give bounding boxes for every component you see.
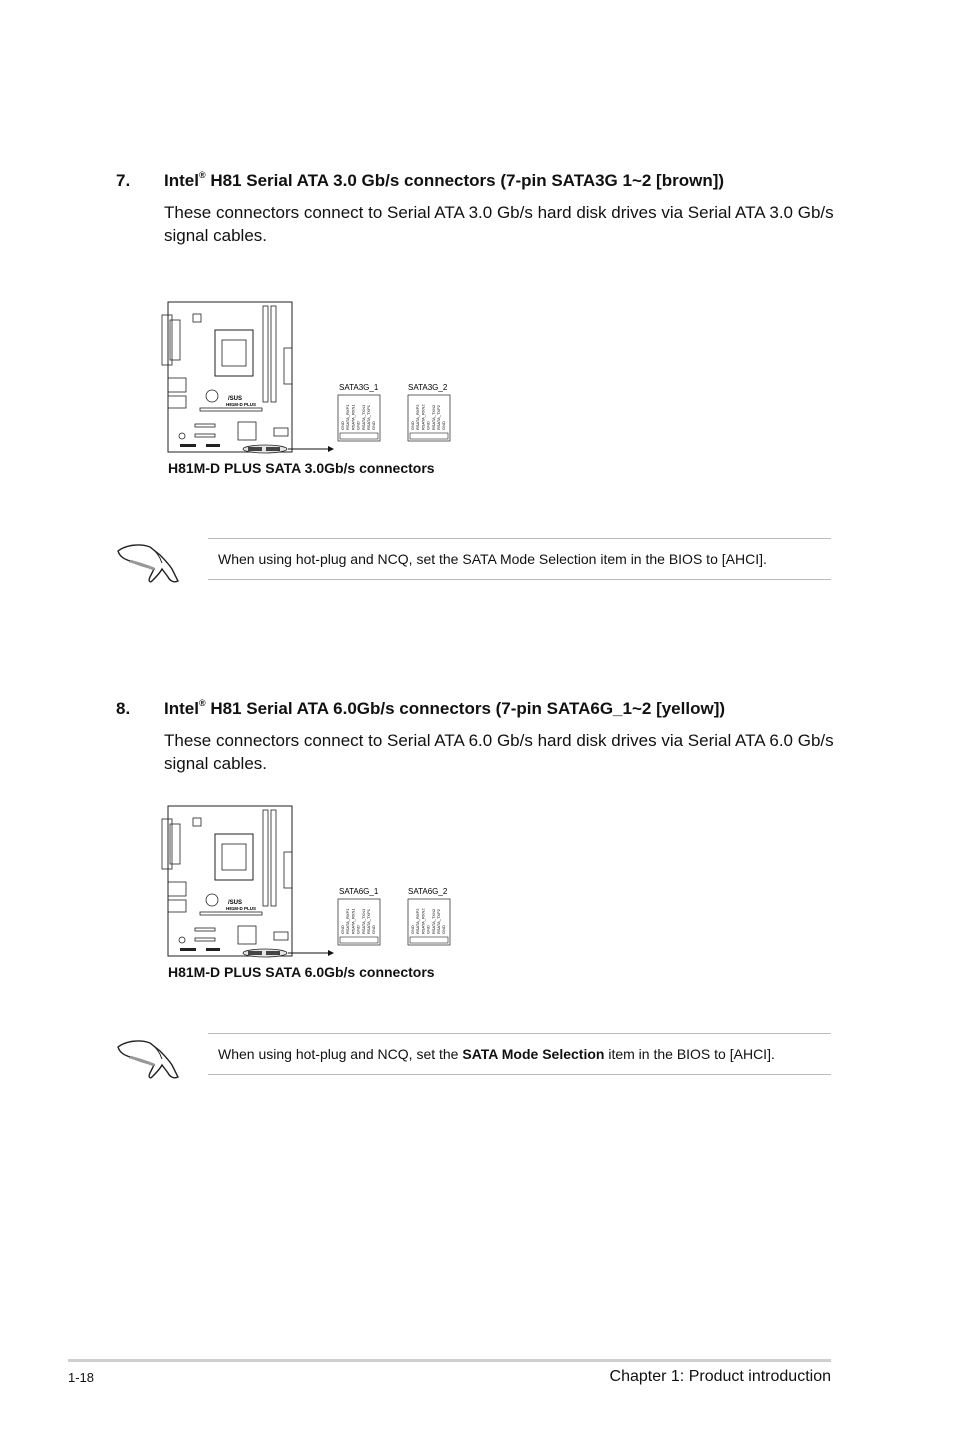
pin-label: GND [340,421,345,430]
page-number: 1-18 [68,1370,95,1385]
diagram-caption: H81M-D PLUS SATA 3.0Gb/s connectors [168,460,435,476]
io-port [170,824,180,864]
pin-label: GND [410,925,415,934]
pin-label: RSATA_RXP1 [345,908,351,934]
registered-mark: ® [198,170,206,180]
section-7-number: 7. [116,171,131,190]
pin-label: GND [371,421,377,430]
connector-2-pins [410,937,448,943]
header [274,932,288,940]
connector-2-label: SATA6G_2 [408,887,448,896]
pin-label: GND [355,421,361,430]
pin-label: RSATA_RXP2 [415,908,421,934]
note-text-2 [218,1046,775,1062]
board-label: H81M-D PLUS [226,402,257,407]
pin-label: RSATA_TXP1 [366,909,371,934]
pin-label: GND [425,925,431,934]
pin-label: RSATA_TXN2 [430,908,436,934]
pin-label: GND [355,925,361,934]
note-text-1: When using hot-plug and NCQ, set the SATA Mode Selection item in the BIOS to [AHCI]. [218,551,767,567]
chapter-title: Chapter 1: Product introduction [609,1368,831,1385]
chipset [238,926,256,944]
pcie-slot [195,928,215,931]
pin-label: RSATA_TXP2 [436,909,441,934]
pin-label: RSATA_RXN1 [350,908,356,934]
component [193,818,201,826]
registered-mark: ® [198,698,206,708]
title-prefix: Intel [164,171,199,190]
hand-note-icon [116,1033,180,1083]
pin-label: RSATA_TXP1 [366,405,371,430]
pin-label: RSATA_RXP2 [415,404,421,430]
cpu-socket-inner [222,844,246,870]
io-port [162,819,172,869]
pin-label: RSATA_TXN2 [430,404,436,430]
connector-1-label: SATA6G_1 [339,887,379,896]
pcie-slot [200,912,262,915]
header [206,948,220,951]
pcie-slot [195,938,215,941]
title-prefix: Intel [164,699,199,718]
connector-1-label: SATA3G_1 [339,383,379,392]
pin-label: GND [441,421,447,430]
dimm-slot [263,810,268,906]
component [179,937,185,943]
pin-label: GND [410,421,415,430]
atx-power [284,852,292,888]
pin-label: RSATA_TXN1 [360,404,366,430]
pin-label: GND [371,925,377,934]
board-label: H81M-D PLUS [226,906,257,911]
io-port [168,882,186,896]
footer-rule [68,1359,831,1362]
board-logo: /SUS [228,900,243,906]
header [180,948,196,951]
note-box-2 [208,1033,831,1075]
title-rest: H81 Serial ATA 3.0 Gb/s connectors (7-pin SATA3G 1~2 [brown]) [205,171,725,190]
sata-connector [266,951,280,955]
pin-label: GND [340,925,345,934]
title-rest: H81 Serial ATA 6.0Gb/s connectors (7-pin SATA6G_1~2 [yellow]) [205,699,726,718]
board-logo: /SUS [228,396,243,402]
pin-label: GND [425,421,431,430]
note-text-pre: When using hot-plug and NCQ, set the [218,1046,463,1062]
cpu-socket [215,834,253,880]
connector-1-pins [340,937,378,943]
pin-label: GND [441,925,447,934]
pin-label: RSATA_RXN2 [420,908,426,934]
section-7-body: These connectors connect to Serial ATA 3.0 Gb/s hard disk drives via Serial ATA 3.0 Gb/s signal cables. [164,203,834,245]
section-8-number: 8. [116,699,131,718]
diagram-caption: H81M-D PLUS SATA 6.0Gb/s connectors [168,964,435,980]
section-8-body: These connectors connect to Serial ATA 6.0 Gb/s hard disk drives via Serial ATA 6.0 Gb/s signal cables. [164,731,834,773]
note-text-bold: SATA Mode Selection [462,1046,605,1062]
connector-2-label: SATA3G_2 [408,383,448,392]
note-text-post: item in the BIOS to [AHCI]. [604,1046,775,1062]
sata-connector [248,951,262,955]
io-port [168,900,186,912]
pin-label: RSATA_TXN1 [360,908,366,934]
dimm-slot [271,810,276,906]
component [206,894,218,906]
pin-label: RSATA_TXP2 [436,405,441,430]
pin-label: RSATA_RXN2 [420,404,426,430]
pin-label: RSATA_RXN1 [350,404,356,430]
pin-label: RSATA_RXP1 [345,404,351,430]
board-outline [168,806,292,956]
pointer-arrowhead [328,950,334,956]
